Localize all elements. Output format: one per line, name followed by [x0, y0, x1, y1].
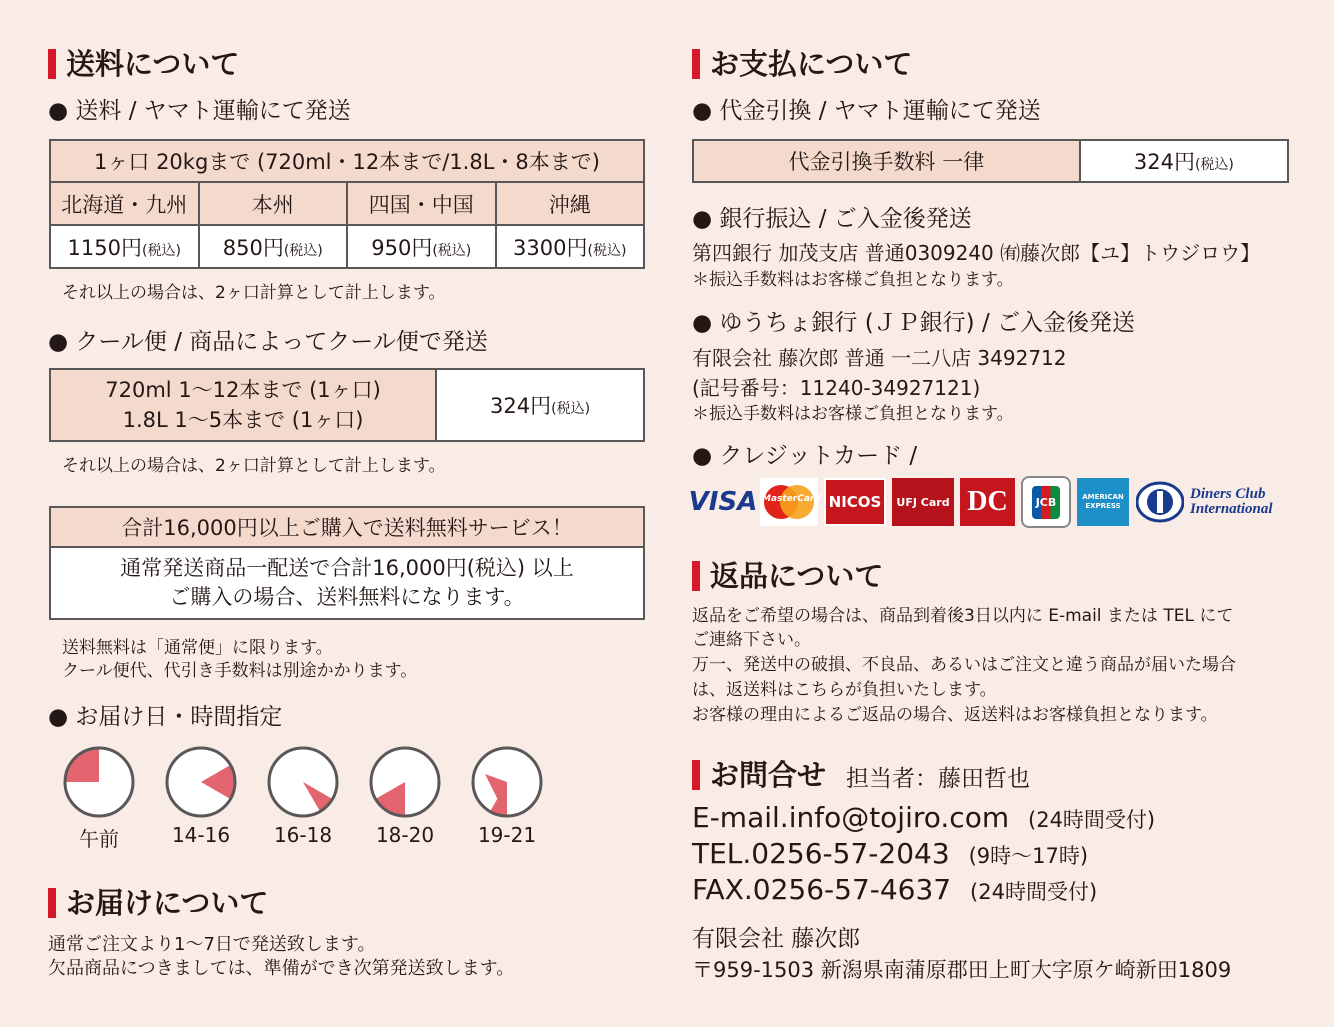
postal-detail-1: 有限会社 藤次郎 普通 一二八店 3492712: [692, 346, 1067, 370]
shipping-method: ● 送料 / ヤマト運輸にて発送: [48, 98, 351, 124]
diners-line-2: International: [1190, 501, 1273, 517]
contact-tel: [692, 837, 1088, 870]
tax-label: (税込): [142, 242, 181, 259]
shipping-title: 送料について: [48, 46, 239, 82]
cool-table: [49, 368, 645, 442]
postal-method: ● ゆうちょ銀行 (ＪＰ銀行) / ご入金後発送: [692, 310, 1136, 336]
fax-hours: (24時間受付): [970, 880, 1098, 904]
clock-label-16-18: 16-18: [273, 823, 333, 847]
cool-price-cell: [436, 369, 644, 441]
payment-title: お支払について: [692, 46, 912, 82]
cod-fee-table: [692, 139, 1289, 183]
clock-label-14-16: 14-16: [171, 823, 231, 847]
tax-label: (税込): [283, 242, 323, 259]
returns-line-2: ご連絡下さい。: [692, 630, 811, 650]
credit-method: ● クレジットカード /: [692, 443, 918, 469]
tax-label: (税込): [551, 401, 591, 417]
returns-title: 返品について: [692, 558, 883, 594]
bank-detail: 第四銀行 加茂支店 普通0309240 ㈲藤次郎【ユ】トウジロウ】: [692, 241, 1261, 265]
returns-line-3: 万一、発送中の破損、不良品、あるいはご注文と違う商品が届いた場合: [692, 655, 1236, 675]
cod-fee-value: 324円: [1133, 150, 1195, 174]
returns-line-1: 返品をご希望の場合は、商品到着後3日以内に E-mail または TEL にて: [692, 606, 1234, 626]
shipping-rate-table: [49, 139, 645, 269]
free-shipping-body: [50, 547, 644, 619]
delivery-line-2: 欠品商品につきましては、準備ができ次第発送致します。: [48, 958, 515, 979]
price-value: 3300円: [513, 235, 588, 260]
clock-16-18-icon: [267, 746, 339, 818]
tax-label: (税込): [1194, 157, 1234, 173]
free-note-2: クール便代、代引き手数料は別途かかります。: [62, 661, 418, 681]
ufj-card-logo: UFJ Card: [892, 478, 954, 526]
returns-line-4: は、返送料はこちらが負担いたします。: [692, 680, 997, 700]
amex-logo: AMERICAN EXPRESS: [1077, 478, 1129, 526]
tax-label: (税込): [432, 242, 472, 259]
region-cell: 北海道・九州: [50, 182, 199, 225]
contact-fax: [692, 873, 1097, 906]
clock-19-21-icon: [471, 746, 543, 818]
email-hours: (24時間受付): [1028, 808, 1156, 832]
jcb-logo: [1021, 476, 1071, 528]
cool-note: それ以上の場合は、2ヶ口計算として計上します。: [62, 456, 446, 476]
visa-logo: VISA: [688, 487, 758, 517]
jcb-text: JCB: [1032, 486, 1061, 519]
cool-line-2: 1.8L 1〜5本まで (1ヶ口): [122, 408, 364, 432]
returns-line-5: お客様の理由によるご返品の場合、返送料はお客様負担となります。: [692, 705, 1218, 725]
clock-18-20-icon: [369, 746, 441, 818]
cool-price: 324円: [490, 394, 552, 418]
delivery-line-1: 通常ご注文より1〜7日で発送致します。: [48, 934, 376, 955]
price-cell: [199, 225, 348, 268]
time-title: ● お届け日・時間指定: [48, 704, 283, 730]
price-cell: [496, 225, 645, 268]
free-shipping-header: 合計16,000円以上ご購入で送料無料サービス！: [50, 507, 644, 547]
diners-logo: [1136, 478, 1286, 526]
company-name: 有限会社 藤次郎: [692, 926, 861, 952]
free-note-1: 送料無料は「通常便」に限ります。: [62, 638, 333, 658]
free-shipping-line-1: 通常発送商品一配送で合計16,000円(税込) 以上: [120, 556, 574, 580]
clock-am-icon: [63, 746, 135, 818]
cool-line-1: 720ml 1〜12本まで (1ヶ口): [105, 378, 381, 402]
contact-person: 担当者：藤田哲也: [846, 766, 1030, 792]
email-address[interactable]: E-mail.info@tojiro.com: [692, 801, 1010, 834]
price-value: 950円: [371, 235, 433, 260]
region-cell: 四国・中国: [347, 182, 496, 225]
shipping-note: それ以上の場合は、2ヶ口計算として計上します。: [62, 283, 446, 303]
contact-email: [692, 801, 1155, 834]
diners-icon: [1136, 481, 1184, 523]
region-cell: 本州: [199, 182, 348, 225]
bank-method: ● 銀行振込 / ご入金後発送: [692, 206, 972, 232]
cod-fee-cell: [1080, 140, 1288, 182]
cod-method: ● 代金引換 / ヤマト運輸にて発送: [692, 98, 1041, 124]
company-address: 〒959-1503 新潟県南蒲原郡田上町大字原ケ崎新田1809: [692, 958, 1232, 982]
region-cell: 沖縄: [496, 182, 645, 225]
tax-label: (税込): [587, 242, 627, 259]
contact-title: お問合せ: [692, 757, 826, 793]
cod-fee-label: 代金引換手数料 一律: [693, 140, 1080, 182]
dc-card-logo: DC: [960, 478, 1015, 526]
clock-14-16-icon: [165, 746, 237, 818]
clock-label-am: 午前: [79, 827, 119, 851]
postal-note: ＊振込手数料はお客様ご負担となります。: [692, 404, 1014, 424]
price-value: 850円: [222, 235, 284, 260]
clock-label-18-20: 18-20: [375, 823, 435, 847]
mastercard-logo: [760, 478, 821, 526]
tel-number[interactable]: TEL.0256-57-2043: [692, 837, 950, 870]
nicos-logo: NICOS: [824, 478, 886, 526]
free-shipping-line-2: ご購入の場合、送料無料になります。: [169, 585, 525, 609]
price-cell: [50, 225, 199, 268]
price-cell: [347, 225, 496, 268]
cool-conditions: [50, 369, 436, 441]
fax-number: FAX.0256-57-4637: [692, 873, 952, 906]
mastercard-text: MasterCard: [762, 494, 821, 504]
diners-line-1: Diners Club: [1190, 486, 1266, 502]
delivery-title: お届けについて: [48, 885, 268, 921]
diners-text: [1190, 487, 1273, 517]
shipping-table-header: 1ヶ口 20kgまで (720ml・12本まで/1.8L・8本まで): [50, 140, 644, 182]
bank-note: ＊振込手数料はお客様ご負担となります。: [692, 270, 1014, 290]
tel-hours: (9時〜17時): [968, 844, 1089, 868]
clock-label-19-21: 19-21: [477, 823, 537, 847]
free-shipping-table: [49, 506, 645, 620]
price-value: 1150円: [67, 235, 142, 260]
cool-method: ● クール便 / 商品によってクール便で発送: [48, 329, 488, 355]
postal-detail-2: (記号番号：11240-34927121): [692, 376, 981, 400]
